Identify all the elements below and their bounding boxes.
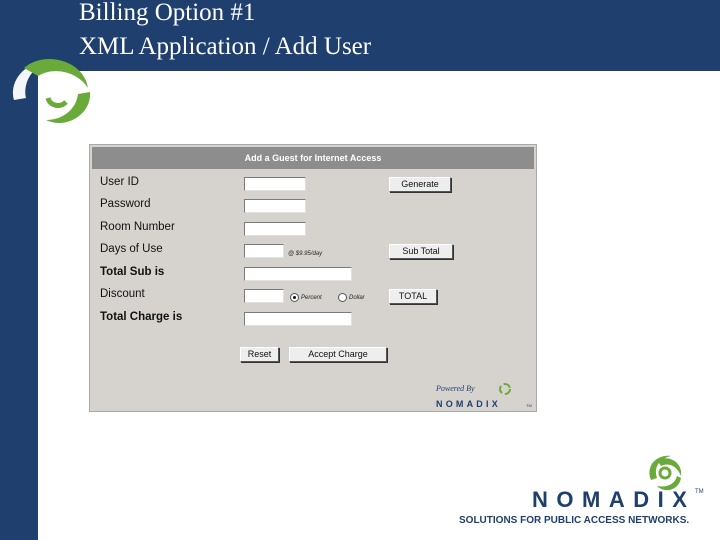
mini-nomadix-swirl-icon bbox=[498, 382, 512, 396]
add-guest-form bbox=[89, 144, 537, 412]
total-charge-label: Total Charge is bbox=[100, 311, 183, 323]
total-charge-input[interactable] bbox=[244, 312, 352, 326]
discount-dollar-radio[interactable] bbox=[338, 293, 347, 302]
slide-title bbox=[79, 0, 371, 64]
form-header: Add a Guest for Internet Access bbox=[92, 147, 534, 169]
discount-percent-label: Percent bbox=[301, 295, 322, 301]
total-button[interactable]: TOTAL bbox=[389, 289, 437, 304]
sub-total-button[interactable]: Sub Total bbox=[389, 244, 453, 259]
slide-title-line-1: Billing Option #1 bbox=[79, 0, 256, 26]
discount-label: Discount bbox=[100, 288, 145, 300]
slide-title-line-2: XML Application / Add User bbox=[79, 33, 372, 60]
password-input[interactable] bbox=[244, 199, 306, 213]
discount-dollar-label: Dollar bbox=[349, 295, 365, 301]
mini-trademark: TM bbox=[526, 403, 532, 408]
powered-by-text: Powered By bbox=[436, 384, 475, 393]
accept-charge-button[interactable]: Accept Charge bbox=[289, 347, 387, 362]
total-sub-label: Total Sub is bbox=[100, 266, 165, 278]
days-of-use-input[interactable] bbox=[244, 244, 284, 258]
days-of-use-label: Days of Use bbox=[100, 243, 163, 255]
discount-input[interactable] bbox=[244, 289, 284, 303]
room-number-input[interactable] bbox=[244, 222, 306, 236]
nomadix-wordmark: NOMADIX bbox=[532, 487, 696, 512]
total-sub-input[interactable] bbox=[244, 267, 352, 281]
discount-percent-radio[interactable] bbox=[290, 293, 299, 302]
mini-nomadix-wordmark: NOMADIX bbox=[436, 399, 501, 409]
nomadix-swirl-logo-icon bbox=[4, 48, 96, 128]
password-label: Password bbox=[100, 198, 151, 210]
brand-tagline: SOLUTIONS FOR PUBLIC ACCESS NETWORKS. bbox=[459, 515, 690, 526]
reset-button[interactable]: Reset bbox=[240, 347, 279, 362]
trademark-symbol: TM bbox=[695, 489, 704, 495]
room-number-label: Room Number bbox=[100, 221, 175, 233]
user-id-input[interactable] bbox=[244, 177, 306, 191]
user-id-label: User ID bbox=[100, 176, 139, 188]
generate-button[interactable]: Generate bbox=[389, 177, 451, 192]
daily-rate-text: @ $9.95/day bbox=[288, 251, 323, 257]
corner-swirl-logo-icon bbox=[643, 452, 685, 492]
